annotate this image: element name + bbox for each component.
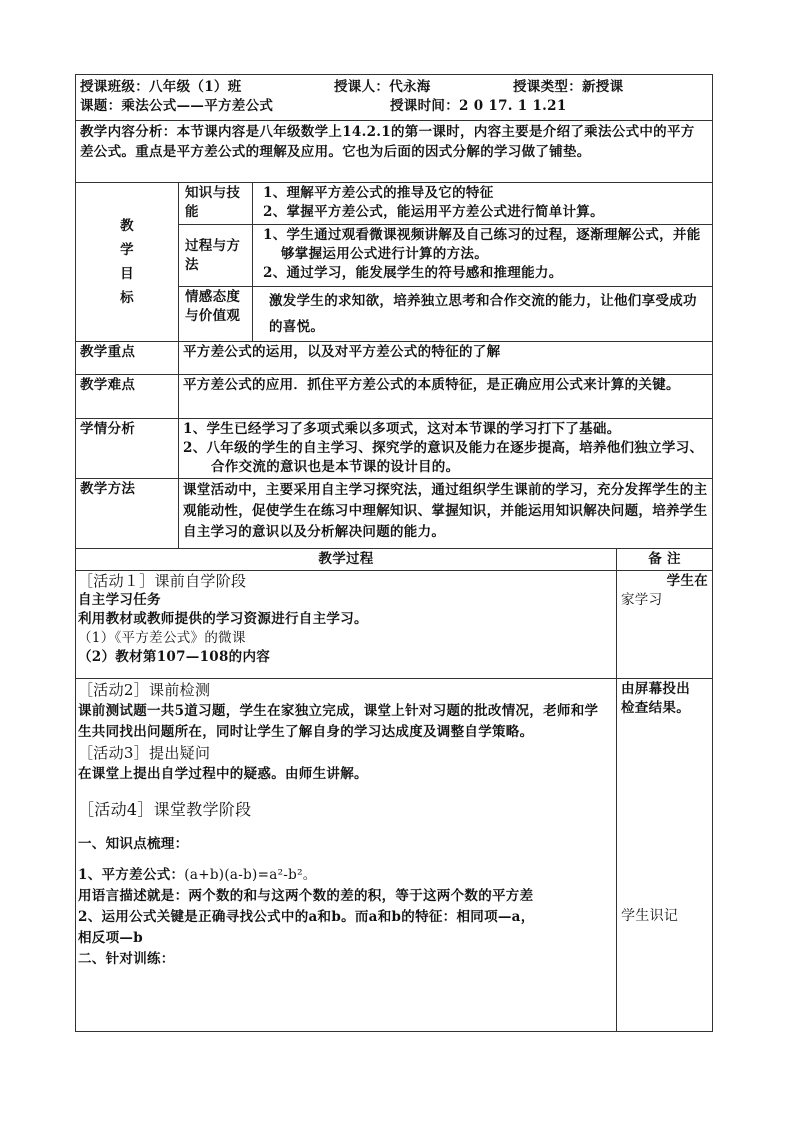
teacher-field: 授课人：代永海 bbox=[334, 79, 431, 95]
section-knowledge-review: 一、知识点梳理： bbox=[78, 836, 189, 852]
point-2-b: 相反项—b bbox=[78, 930, 143, 946]
section-practice: 二、针对训练： bbox=[78, 951, 175, 967]
formula-line: 1、平方差公式：(a+b)(a-b)=a²-b²。 bbox=[78, 867, 317, 883]
activity-2-text: 课前测试题一共5道习题，学生在家独立完成，课堂上针对习题的批改情况，老师和学生共同找出问题所在，同时让学生了解自身的学习达成度及调整自学策略。 bbox=[78, 703, 599, 740]
lesson-plan-document bbox=[75, 74, 712, 1032]
content-analysis: 教学内容分析：本节课内容是八年级数学上14.2.1的第一课时，内容主要是介绍了乘法公式中的平方差公式。重点是平方差公式的理解及应用。它也为后面的因式分解的学习做了铺垫。 bbox=[76, 121, 713, 183]
activity-1-line: （2）教材第107—108的内容 bbox=[78, 649, 271, 665]
activity-1-line: 利用教材或教师提供的学习资源进行自主学习。 bbox=[78, 611, 368, 627]
difficulty-label: 教学难点 bbox=[76, 375, 179, 419]
note-student-memorize: 学生识记 bbox=[621, 908, 679, 924]
formula-description: 用语言描述就是：两个数的和与这两个数的差的积，等于这两个数的平方差 bbox=[78, 888, 534, 904]
class-field: 授课班级：八年级（1）班 bbox=[80, 79, 242, 95]
header-row bbox=[76, 75, 713, 121]
process-header: 教学过程 bbox=[76, 549, 617, 571]
activity-2-4 bbox=[76, 679, 617, 1032]
activity-1-line: 自主学习任务 bbox=[78, 592, 161, 608]
key-point-text: 平方差公式的运用，以及对平方差公式的特征的了解 bbox=[179, 342, 713, 375]
activity-4-title: ［活动4］课堂教学阶段 bbox=[78, 800, 252, 819]
learner-analysis-text: 1、学生已经学习了多项式乘以多项式，这对本节课的学习打下了基础。 2、八年级的学生的自主学习、探究学的意识及能力在逐步提高，培养他们独立学习、合作交流的意识也是本节课的设计目的。 bbox=[179, 419, 713, 479]
activity-2-title: ［活动2］课前检测 bbox=[78, 681, 211, 699]
point-2: 2、运用公式关键是正确寻找公式中的a和b。而a和b的特征：相同项—a， bbox=[78, 909, 535, 925]
method-text: 课堂活动中，主要采用自主学习探究法，通过组织学生课前的学习，充分发挥学生的主观能动性，促使学生在练习中理解知识、掌握知识，并能运用知识解决问题，培养学生自主学习的意识以及分析解决问题的能力。 bbox=[179, 479, 713, 549]
objective-category-process: 过程与方法 bbox=[179, 225, 253, 287]
objective-process-content: 1、学生通过观看微课视频讲解及自己练习的过程，逐渐理解公式，并能够掌握运用公式进行计算的方法。 2、通过学习，能发展学生的符号感和推理能力。 bbox=[253, 225, 713, 287]
key-point-label: 教学重点 bbox=[76, 342, 179, 375]
objective-knowledge-content: 1、理解平方差公式的推导及它的特征 2、掌握平方差公式，能运用平方差公式进行简单计算。 bbox=[253, 183, 713, 225]
time-field: 授课时间：2 0 17. 1 1.21 bbox=[390, 98, 567, 114]
activity-1 bbox=[76, 571, 617, 679]
topic-field: 课题：乘法公式——平方差公式 bbox=[80, 98, 274, 114]
objective-category-emotion: 情感态度 与价值观 bbox=[179, 287, 253, 342]
activity-1-note: 学生在 家学习 bbox=[617, 571, 713, 679]
lesson-type-field: 授课类型：新授课 bbox=[513, 79, 624, 95]
activity-2-4-note: 由屏幕投出 检查结果。 学生识记 bbox=[617, 679, 713, 1032]
activity-3-title: ［活动3］提出疑问 bbox=[78, 744, 211, 762]
activity-1-line: （1）《平方差公式》的微课 bbox=[78, 630, 246, 646]
activity-1-title: ［活动１］课前自学阶段 bbox=[78, 572, 247, 590]
lesson-plan-table bbox=[75, 74, 713, 1032]
objective-category-knowledge: 知识与技能 bbox=[179, 183, 253, 225]
objectives-label: 教 学 目 标 bbox=[76, 183, 179, 342]
notes-header: 备 注 bbox=[617, 549, 713, 571]
difficulty-text: 平方差公式的应用．抓住平方差公式的本质特征，是正确应用公式来计算的关键。 bbox=[179, 375, 713, 419]
method-label: 教学方法 bbox=[76, 479, 179, 549]
activity-3-text: 在课堂上提出自学过程中的疑惑。由师生讲解。 bbox=[78, 766, 368, 782]
objective-emotion-content: 激发学生的求知欲，培养独立思考和合作交流的能力，让他们享受成功的喜悦。 bbox=[253, 287, 713, 342]
learner-analysis-label: 学情分析 bbox=[76, 419, 179, 479]
